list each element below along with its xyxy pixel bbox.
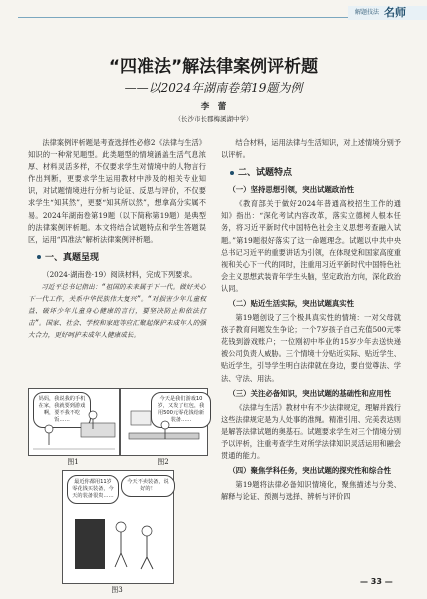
intro-paragraph: 法律案例评析题是考查选择性必修2《法律与生活》知识的一种常见题型。此类题型的情境涵盖生活气息浓厚、材料灵活多样，不仅要求学生对情境中的人物言行作出判断，更要求学生运用教材中涉及的相关专业知识，对试题情境进行分析与论证、反思与评价，不仅要求学生“知其然”，更要“知其所以然”，想拿高分实属不易。2024年湖南卷第19题（以下简称第19题）是典型的法律案例评析题。本文将结合试题特点和学生答题误区，运用“四准法”解析法律案例评析题。 xyxy=(28,138,206,244)
article-affiliation: （长沙市长郡梅溪湖中学） xyxy=(174,115,253,123)
figure-2 xyxy=(120,388,208,456)
material-quote: 习近平总书记指出：“祖国的未来属于下一代。做好关心下一代工作，关系中华民族伟大复兴”。“对损害少年儿童权益、破坏少年儿童身心健康的言行，要坚决防止和依法打击”。国家、社会、学校和家庭等应汇聚起保护未成年人的强大合力，更好呵护未成年人健康成长。 xyxy=(28,283,206,340)
subsection-1-text: 《教育部关于做好2024年普通高校招生工作的通知》指出：“深化考试内容改革，落实立德树人根本任务，将习近平新时代中国特色社会主义思想考查融入试题。”第19题很好落实了这一命题理念。试题以中共中央总书记习近平的重要讲话为引领，在体现党和国家高度重视和关心下一代的同时，注重用习近平新时代中国特色社会主义思想武装青年学生头脑，坚定政治方向，深化政治认同。 xyxy=(221,199,401,293)
figure-3-caption: 图3 xyxy=(111,586,123,594)
article-author: 李 蕾 xyxy=(200,102,227,112)
article-subtitle: ——以2024年湖南卷第19题为例 xyxy=(124,81,303,95)
question-prompt: （2024·湖南卷·19）阅读材料，完成下列要求。 xyxy=(42,269,197,279)
article-title: “四准法”解法律案例评析题 xyxy=(108,57,319,77)
header-rule xyxy=(18,17,348,18)
figure-2-illustration xyxy=(121,389,207,455)
figure-3 xyxy=(62,470,174,584)
task-paragraph: 结合材料，运用法律与生活知识，对上述情境分别予以评析。 xyxy=(221,138,401,160)
figure-1 xyxy=(28,388,120,456)
subsection-2-text: 第19题创设了三个极具真实性的情境：一对父母就孩子教育问题发生争论；一个7岁孩子自己充值500元零花钱到游戏账户；一位刚初中毕业的15岁少年去送快递被公司负责人威胁。三个情境十分贴近实际、贴近学生、贴近学生，引导学生明白法律就在身边，要自觉尊法、学法、守法、用法。 xyxy=(221,313,401,383)
subsection-3-text: 《法律与生活》教材中有不少法律规定，理解并践行这些法律规定是为人处事的准绳。精准引用、完美表达则是解答法律试题的奥基石。试题要求学生对三个情境分别予以评析，注重考查学生对所学法律知识灵活运用和融会贯通的能力。 xyxy=(221,402,401,460)
figure-2-speech-bubble: 今天是我们游戏10岁，又发了红包，我用500元零花钱给新装备…… xyxy=(151,392,211,428)
header-section: 解题技法 xyxy=(355,9,380,16)
figure-2-caption: 图2 xyxy=(157,458,169,466)
figure-3-illustration xyxy=(63,471,173,583)
page-number: — 33 — xyxy=(360,577,393,586)
figure-3-speech-bubble-right: 今天不卖装备，说好的！ xyxy=(121,475,175,497)
figure-1-caption: 图1 xyxy=(67,458,79,466)
subheading-2: （二）贴近生活实际，突出试题真实性 xyxy=(228,299,355,309)
subheading-3: （三）关注必备知识，突出试题的基础性和应用性 xyxy=(228,388,391,398)
subheading-4: （四）聚焦学科任务，突出试题的探究性和综合性 xyxy=(228,466,391,476)
figure-3-speech-bubble-left: 最近你都用11岁零花钱买装备，今天的装备很贵…… xyxy=(67,475,119,504)
subheading-1: （一）坚持思想引领，突出试题政治性 xyxy=(228,185,355,195)
header-brand: 名师 xyxy=(384,6,406,19)
section-heading-1: 一、真题呈现 xyxy=(28,252,206,264)
figure-1-illustration xyxy=(29,389,119,455)
column-right xyxy=(221,137,401,503)
column-left xyxy=(28,137,206,342)
subsection-4-text: 第19题将法律必备知识情境化，聚焦描述与分类、解释与论证、预测与选择、辨析与评价四 xyxy=(221,480,401,502)
section-heading-2: 二、试题特点 xyxy=(221,167,401,179)
figure-1-speech-bubble: 妈妈，我说我的手机在家，我就要到游戏啊，要不我不吃饭…… xyxy=(33,392,91,428)
